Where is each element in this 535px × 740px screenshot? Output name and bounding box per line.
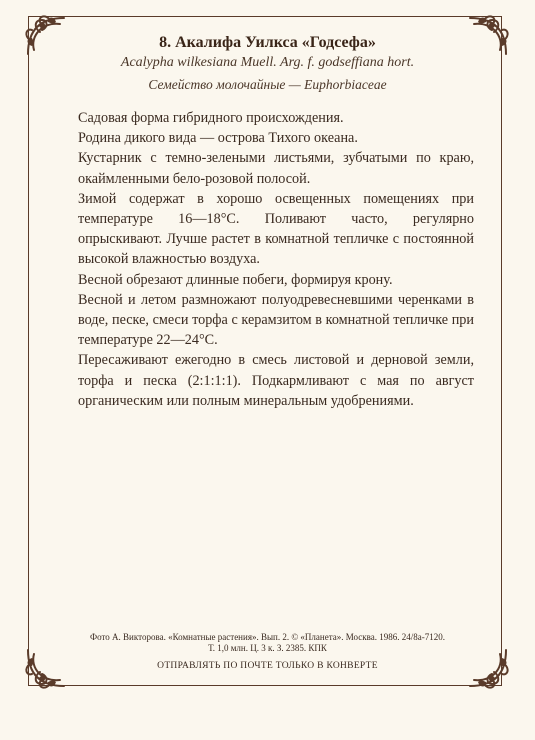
paragraph-pruning: Весной обрезают длинные побеги, формируя крону. bbox=[78, 271, 393, 288]
paragraph-homeland: Родина дикого вида — острова Тихого океана. bbox=[78, 130, 358, 147]
postal-note: ОТПРАВЛЯТЬ ПО ПОЧТЕ ТОЛЬКО В КОНВЕРТЕ bbox=[157, 661, 378, 671]
latin-name: Acalypha wilkesiana Muell. Arg. f. godseffiana hort. bbox=[120, 55, 415, 70]
credit-line-1: Фото А. Викторова. «Комнатные растения». Вып. 2. © «Планета». Москва. 1986. 24/8а-7120. bbox=[90, 632, 445, 642]
family-name: Семейство молочайные — Euphorbiaceae bbox=[148, 77, 387, 92]
page-title: 8. Акалифа Уилкса «Годсефа» bbox=[159, 34, 376, 51]
publisher-credit bbox=[40, 632, 495, 654]
paragraph-origin: Садовая форма гибридного происхождения. bbox=[78, 110, 344, 126]
paragraph-winter-care: Зимой содержат в хорошо освещенных помещениях при температуре 16—18°С. Поливают часто, регулярно опрыскивают. Лучше растет в комнатной тепличке с постоянной высокой влажностью воздуха. bbox=[78, 190, 474, 268]
credit-line-2: Т. 1,0 млн. Ц. 3 к. З. 2385. КПК bbox=[208, 643, 327, 653]
paragraph-propagation: Весной и летом размножают полуодревесневшими черенками в воде, песке, смеси торфа с керамзитом в комнатной тепличке при температуре 22—24°С. bbox=[78, 291, 474, 349]
paragraph-description: Кустарник с темно-зелеными листьями, зубчатыми по краю, окаймленными бело-розовой полосой. bbox=[78, 150, 474, 187]
paragraph-repotting: Пересаживают ежегодно в смесь листовой и дерновой земли, торфа и песка (2:1:1:1). Подкармливают с мая по август органическим или полным минеральным удобрениями. bbox=[78, 352, 474, 409]
description-text bbox=[78, 108, 474, 411]
